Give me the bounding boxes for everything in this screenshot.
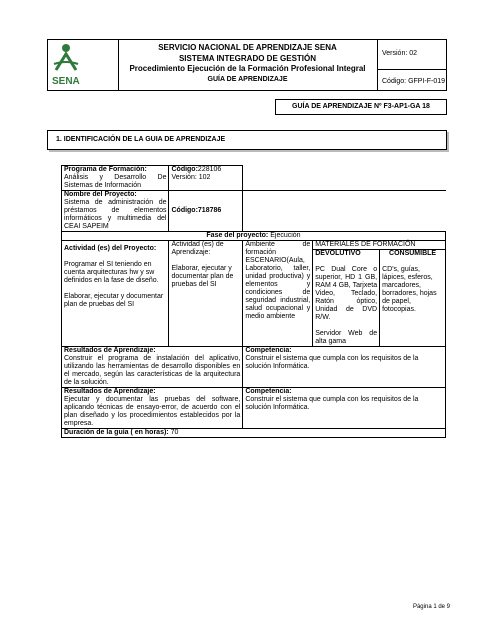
competence-2-value: Construir el sistema que cumpla con los requisitos de la solución Informática.: [245, 396, 419, 411]
environment-label: Ambiente de formación: [245, 241, 311, 256]
activity-value-2: Elaborar, ejecutar y documentar plan de pruebas del SI: [64, 293, 164, 308]
logo-text: SENA: [52, 76, 80, 87]
environment-value: ESCENARIO(Aula, Laboratorio, taller, unidad productiva) y elementos y condiciones de seguridad industrial, salud ocupacional y medio ambiente: [245, 257, 311, 320]
phase-label: Fase del proyecto:: [206, 232, 269, 239]
version-value: 102: [198, 174, 211, 181]
table-row: [62, 232, 446, 241]
duration-label: Duración de la guía ( en horas):: [64, 429, 169, 436]
competence-2-label: Competencia:: [245, 388, 292, 395]
results-2-value: Ejecutar y documentar las pruebas del software, aplicando técnicas de ensayo-error, de acuerdo con el plan diseñado y los procedimientos establecidos por la empresa.: [64, 396, 241, 427]
table-row: [62, 347, 446, 388]
environment-cell: [243, 241, 313, 347]
version-label: Versión: 02: [382, 50, 418, 57]
sena-logo: [48, 40, 119, 90]
identification-table: [61, 165, 446, 438]
code-value: 228106: [197, 166, 222, 173]
section-title: 1. IDENTIFICACIÓN DE LA GUIA DE APRENDIZAJE: [47, 130, 447, 150]
competence-2-cell: [243, 388, 446, 429]
program-value: Análisis y Desarrollo De Sistemas de Información: [64, 174, 167, 189]
program-code-cell: [169, 166, 243, 191]
consumable-cell: [380, 250, 446, 347]
learning-activity-label: Actividad (es) de Aprendizaje:: [171, 241, 224, 256]
guide-code-box: GUÍA DE APRENDIZAJE Nº F3-AP1-GA 18: [275, 99, 447, 115]
project-code: Código:718786: [169, 191, 243, 232]
table-row: [62, 388, 446, 429]
durable-value: PC Dual Core o superior, HD 1 GB, RAM 4 GB, Tarjxeta Video, Teclado, Ratón óptico, Unidad de DVD R/W.: [315, 266, 378, 321]
divider: [378, 69, 447, 70]
results-2-cell: [62, 388, 243, 429]
durable-label: DEVOLUTIVO: [315, 250, 361, 257]
page-number: Página 1 de 9: [412, 604, 450, 610]
sena-logo-icon: [48, 40, 118, 90]
code-label: Código:: [171, 166, 198, 173]
duration-value: 70: [170, 429, 179, 436]
project-cell: [62, 191, 169, 232]
duration-cell: [62, 429, 446, 438]
activity-value-1: Programar el SI teniendo en cuenta arquitecturas hw y sw definidos en la fase de diseño.: [64, 261, 159, 284]
project-value: Sistema de administración de préstamos de elementos informáticos y multimedia del CEAI SAPEIM: [64, 199, 167, 230]
project-label: Nombre del Proyecto:: [64, 191, 137, 198]
table-row: [62, 191, 446, 232]
activity-cell: [62, 241, 169, 347]
header-title-1: SERVICIO NACIONAL DE APRENDIZAJE SENA: [158, 43, 337, 52]
activity-label: Actividad (es) del Proyecto:: [64, 245, 157, 252]
competence-1-label: Competencia:: [245, 347, 292, 354]
code-label: Código: GFPI-F-019: [382, 78, 446, 85]
durable-value-2: Servidor Web de alta gama: [315, 330, 378, 345]
competence-1-value: Construir el sistema que cumpla con los requisitos de la solución Informática.: [245, 355, 419, 370]
table-row: [62, 241, 446, 250]
program-cell: [62, 166, 169, 191]
consumable-label: CONSUMIBLE: [389, 250, 437, 257]
materials-header: MATERIALES DE FORMACIÓN: [313, 241, 446, 250]
results-2-label: Resultados de Aprendizaje:: [64, 388, 156, 395]
header-title-3: Procedimiento Ejecución de la Formación Profesional Integral: [129, 64, 366, 73]
version-label: Versión:: [171, 174, 197, 181]
header-titles: [118, 40, 378, 90]
phase-value: Ejecución: [270, 232, 301, 239]
learning-activity-value: Elaborar, ejecutar y documentar plan de pruebas del SI: [171, 265, 234, 288]
table-row: [62, 166, 446, 191]
durable-cell: [313, 250, 380, 347]
phase-cell: [62, 232, 446, 241]
results-1-value: Construir el programa de instalación del aplicativo, utilizando las herramientas de desarrollo disponibles en el mercado, según las características de la arquitectura de la solución.: [64, 355, 241, 386]
results-1-label: Resultados de Aprendizaje:: [64, 347, 156, 354]
learning-activity-cell: [169, 241, 243, 347]
competence-1-cell: [243, 347, 446, 388]
consumable-value: CD's, guías, lápices, esferos, marcadores, borradores, hojas de papel, fotocopias.: [382, 266, 437, 313]
program-label: Programa de Formación:: [64, 166, 147, 173]
empty-cell: [243, 191, 446, 232]
header-title-4: GUÍA DE APRENDIZAJE: [207, 75, 288, 83]
empty-cell: [243, 166, 446, 191]
results-1-cell: [62, 347, 243, 388]
header-meta: [378, 40, 447, 90]
document-header: [47, 39, 447, 91]
header-title-2: SISTEMA INTEGRADO DE GESTIÓN: [178, 53, 317, 63]
table-row: [62, 429, 446, 438]
